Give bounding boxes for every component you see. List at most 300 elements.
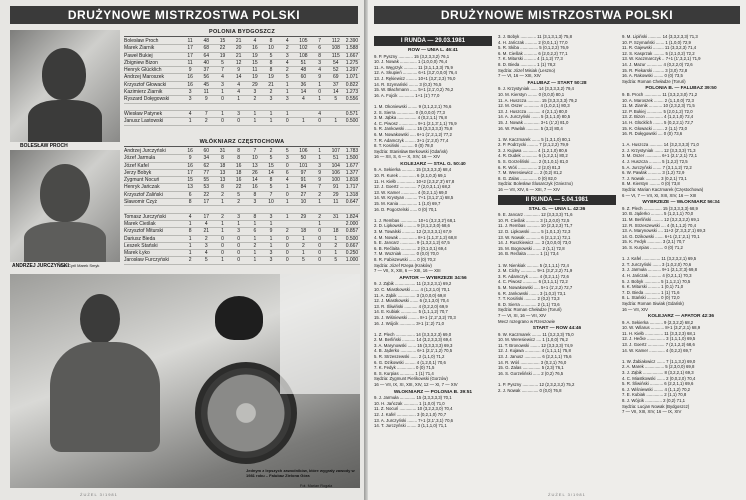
stat-cell: 1 [285, 213, 289, 220]
stat-cell: 0.556 [345, 96, 359, 103]
stat-cell: 51 [333, 155, 339, 162]
stat-cell: 1.377 [345, 169, 359, 176]
result-line: 16. S. Gorzeliński ...... 2 (0,2) 76,5 [498, 370, 564, 376]
result-line: 6. M. Cieślak ........... 6 (2,0,2,2) 77,1 [498, 50, 568, 56]
result-line: 7 — VII, X, XIII, 6 — XIII, 16 — XIII [374, 268, 441, 274]
stat-cell [279, 104, 295, 110]
stat-cell: 1 [285, 184, 289, 191]
rider-name: Paweł Bukiej [124, 52, 153, 59]
result-line: 9. P. Pyszny ............ 15 (3,2,3,3,2) 76,1 [374, 53, 450, 59]
stat-cell: 1 [269, 118, 273, 125]
stat-cell [279, 206, 295, 212]
stat-cell: 2 [188, 257, 192, 264]
result-line: 9. B. Proch .............. 11 (3,3,2,3,0) 71,2 [622, 91, 698, 97]
result-line: 7. K. Miturski .......... 4 (1,1,2) 77,3 [498, 56, 563, 62]
result-line: 7 — VI, XI, 16 — VII, XIV [498, 312, 547, 318]
result-line: 4. C. Piwosz ............ 6 (3,1,1,1) 72,2 [498, 279, 568, 285]
stat-cell: 1 [188, 250, 192, 257]
result-line: 2. J. Krzystyniak ....... 12 (3,3,3,3) 71,3 [622, 147, 696, 153]
match-heading: APATOR — WYBRZEŻE 34:56 [399, 275, 467, 281]
stat-cell: 37 [203, 67, 210, 74]
result-line: 8. D. Sierra ............. 2 (1,1) 73,6 [498, 301, 560, 307]
stat-cell: 1 [188, 235, 192, 242]
stat-cell: 10 [252, 155, 258, 162]
stat-cell: 8 [269, 177, 273, 184]
page-header-left: DRUŻYNOWE MISTRZOSTWA POLSKI [10, 6, 358, 24]
result-line: 15. J. Nowak ............. 3+1 (1',2) 81,0 [498, 119, 569, 125]
team-name: WŁÓKNIARZ CZĘSTOCHOWA [124, 138, 360, 147]
stat-cell: 4 [302, 96, 305, 103]
table-row [124, 243, 360, 250]
stat-cell: 1 [318, 96, 321, 103]
stat-cell: 6 [318, 45, 321, 52]
table-row [124, 82, 360, 89]
stat-cell [231, 206, 247, 212]
stat-cell [328, 111, 344, 117]
result-line: 8. S. Kurpias ............ 1 (1) 71,4 [374, 370, 434, 376]
rider-photo-large [10, 274, 360, 488]
table-row [124, 111, 360, 118]
stat-cell: 84 [300, 184, 307, 191]
result-line: 16. R. Dołęgowski .... 0 (0) 73,6 [622, 131, 683, 137]
stat-cell: 2 [237, 199, 241, 206]
result-line: 13. W. Kaczmarczyk .. 7+1 (1',3,2,1) 71,9 [622, 56, 701, 62]
stat-cell: 4 [237, 81, 241, 88]
stat-cell: 0.500 [345, 118, 359, 125]
stat-cell: 3 [318, 162, 321, 169]
stat-cell: 11 [187, 38, 193, 44]
stat-cell: 1.273 [345, 89, 359, 96]
stat-cell: 3 [269, 213, 273, 220]
match-heading: ROW — UNIA L. 46:41 [408, 48, 458, 53]
stat-cell: 15 [252, 59, 258, 66]
stat-cell: 1 [237, 96, 241, 103]
table-row [124, 53, 360, 60]
result-line: 15. M. Kania ............... 1 (1,0) 69,7 [374, 201, 441, 207]
stat-cell: 16 [252, 45, 258, 52]
result-line: 11. Z. Nocuń .............. 10 (3,2,2,3,0) 70,4 [374, 406, 453, 412]
rider-name: Jerzy Bobyk [124, 169, 152, 176]
result-line: 1. J. Kafel ............... 11 (3,2,3,2,1) 69,5 [622, 256, 697, 262]
table-row [124, 163, 360, 170]
result-line: 14. W. Kamer ............. 4 (0,2,2) 69,7 [622, 347, 692, 353]
result-line: 5. S. Gorzeliński ...... 2 (0,1,0,1) 81,0 [498, 159, 568, 165]
stat-cell: 21 [268, 81, 274, 88]
stat-cell: 56 [203, 74, 210, 81]
stat-cell: 45 [203, 81, 210, 88]
result-line: 12. P. Bukiej ............. 5 (2,0,1,2) 72,0 [622, 108, 693, 114]
result-line: 7. M. Wozniak ........... 0 (0,0) 70,0 [374, 251, 439, 257]
result-line: 2. J. Nowak .............. 0 (0,0) 76,8 [498, 387, 562, 393]
stat-cell: 3 [237, 110, 241, 117]
result-line: 3. M. Jąbka ................ 4 (0,2,1,1) 76,8 [374, 115, 447, 121]
stat-cell: 14 [300, 89, 307, 96]
stats-table-wlokniarz [124, 138, 360, 265]
stat-cell: 10 [300, 199, 307, 206]
result-line: 8. M. Kierstyn ......... 0 (0) 73,8 [622, 181, 680, 187]
stat-cell: 1 [318, 199, 321, 206]
stat-cell: 0.500 [345, 235, 359, 242]
stat-cell: 5 [285, 74, 289, 81]
page-header-right: DRUŻYNOWE MISTRZOSTWA POLSKI [374, 6, 740, 24]
result-line: 3. J. Bobyk ............. 11 (3,1,3,1,3) 75,8 [498, 34, 572, 39]
rider-name: Krzysztof Żaliński [124, 191, 163, 198]
stat-cell: 8 [237, 148, 241, 154]
result-line: 9. A. Sekierka ........... 9 (2,3,2,2) 68,2 [622, 319, 694, 325]
stat-cell: 48 [300, 67, 307, 74]
result-line: 14. A. Jurczyński ....... 5 (3,1,1,0) 80,5 [498, 114, 571, 120]
rider-name: Andrzej Jurczyński [124, 148, 166, 154]
stat-cell: 15 [268, 162, 274, 169]
result-line: 10. C. Miastkowski ....... 4 (1,2,1,0) 70,1 [374, 286, 450, 292]
table-row [124, 257, 360, 264]
result-line: 6. M. Nowakowski ..... 6+1 (1',2,1,2) 77,2 [374, 131, 452, 137]
stat-cell: 31 [333, 213, 339, 220]
stat-cell: 1 [318, 81, 321, 88]
stat-cell: 17 [203, 199, 210, 206]
stat-cell: 11 [333, 199, 339, 206]
stat-cell: 60 [203, 148, 210, 154]
stat-cell: 0 [221, 235, 224, 242]
stat-cell: 2 [269, 148, 273, 154]
stat-cell: 1 [221, 199, 224, 206]
stat-cell: 1 [221, 220, 224, 227]
stat-cell: 4 [188, 213, 192, 220]
result-line: 9. A. Sekierka ........... 15 (3,3,3,3,3) 68,4 [374, 167, 452, 173]
result-line: 9. W. Kaczmarek ........ 11 (3,2,3,3) 75,0 [498, 331, 574, 337]
result-line: 9. M. Lipiński ........... 14 (3,3,2,3,3) 71,3 [622, 34, 698, 39]
stat-cell: 3 [269, 250, 273, 257]
stat-cell: 107 [331, 148, 340, 154]
result-line: 11. H. Kiełb ............... 10+2 (2,3,2',3') 67,8 [374, 178, 455, 184]
stat-cell: 5 [221, 59, 224, 66]
table-row [124, 104, 360, 111]
stat-cell: 5 [204, 257, 208, 264]
stat-cell: 13 [252, 162, 258, 169]
stat-cell: 0 [237, 118, 241, 125]
result-line: 15. M. Bognowski ....... 2 (1,1) 72,8 [498, 245, 565, 251]
rider-name: Marek Łyko [124, 250, 150, 257]
stat-cell: 3 [221, 81, 224, 88]
result-line: 1. W. Kaczmarek ....... 5 (1,3,1,0) 80,1 [498, 136, 571, 142]
stat-cell: 69 [333, 74, 339, 81]
stat-cell: 0.571 [345, 110, 359, 117]
stat-cell [247, 104, 263, 110]
stat-cell: 40 [203, 59, 210, 66]
stat-cell: 19 [252, 52, 258, 59]
result-line: 13. A. Marynowski .... 11+2 (2',3,3,2',1) 69,3 [622, 228, 706, 234]
rider-name: Henryk Glücklich [124, 67, 162, 74]
stat-cell: 1.783 [345, 148, 359, 154]
match-heading: KOLEJARZ — APATOR 42:36 [647, 314, 715, 320]
stat-cell: 0 [318, 89, 321, 96]
result-line: 10. P. Szymański ....... 1 (1,0,0) 72,9 [622, 39, 691, 45]
result-line: 5. R. Strzeszewski ...... 2 (1,1,0) 71,2 [374, 354, 445, 360]
rider-name: Zygmunt Nocuń [124, 177, 160, 184]
stat-cell: 0 [318, 257, 321, 264]
stat-cell: 48 [203, 38, 210, 44]
stat-cell: 9 [318, 169, 321, 176]
table-row [124, 60, 360, 67]
stat-cell: 3 [253, 89, 257, 96]
rider-name: Józef Jarmuła [124, 155, 156, 162]
photo1-caption: BOLESŁAW PROCH [20, 143, 68, 149]
stat-cell [182, 104, 198, 110]
stat-cell: 97 [300, 169, 307, 176]
stat-cell: 1.297 [345, 67, 359, 74]
stat-cell: 26 [252, 169, 258, 176]
result-line: 10. B. Jąderko .......... 5 (1,2,1,1) 70,0 [622, 211, 694, 217]
stat-cell: 4 [253, 38, 257, 44]
result-line: 16 — VII, XIV [622, 306, 649, 312]
result-line: 14. R. Wóś ................ 3 (0,2,1) 76,0 [498, 359, 567, 365]
stat-cell: 1 [285, 89, 289, 96]
stat-cell: 18 [219, 162, 226, 169]
rider-name: Janusz Lastowski [124, 118, 164, 125]
result-line: 5. R. Jankowski ......... 15 (3,3,3,3,3) 75,8 [374, 126, 453, 132]
result-line: Sędzia: Józef Misiak (Leszno) [498, 67, 556, 73]
stat-cell: 3 [285, 155, 289, 162]
stat-cell: 29 [333, 191, 339, 198]
stat-cell: 1.071 [345, 74, 359, 81]
match-heading: STAL G. — UNIA L. 42:36 [528, 206, 586, 212]
result-line: 12. J. Goertz .............. 7 (2,0,3,1,1) 68,2 [374, 184, 451, 190]
table-row [124, 45, 360, 52]
stat-cell: 1 [253, 250, 257, 257]
stat-cell [198, 104, 214, 110]
stat-cell: 77 [203, 169, 210, 176]
photo2-credit: Fot. Cyril Marek Smyk [60, 263, 100, 268]
stat-cell: 16 [187, 162, 193, 169]
result-line: 13. J. Goertz .............. 7 (2,1,2,2) 68,6 [622, 342, 695, 348]
stat-cell [231, 104, 247, 110]
stat-cell: 6 [253, 228, 257, 235]
table-row [124, 206, 360, 213]
stat-cell: 14 [268, 169, 274, 176]
result-line: 9. J. Jarmuła ............. 15 (3,3,3,3,3) 70,1 [374, 395, 452, 401]
stat-cell: 0 [221, 118, 224, 125]
stat-cell: 1 [253, 110, 257, 117]
rider-name: Dariusz Bieda [124, 235, 156, 242]
result-line: 14. W. Krystyan .......... 7+1 (3,1,2',1) 68,5 [374, 195, 454, 201]
stat-cell: 36 [300, 81, 307, 88]
stat-cell: 8 [188, 199, 192, 206]
stat-cell: 9 [204, 96, 208, 103]
portrait-photo-2 [10, 150, 120, 262]
stat-cell: 6 [285, 169, 289, 176]
result-line: 13. J. Huszcza ........... 4 (2,1,1) 80,0 [498, 108, 568, 114]
stat-cell: 1.275 [345, 59, 359, 66]
stat-cell: 3 [318, 59, 321, 66]
stat-cell: 112 [331, 38, 340, 44]
stat-cell: 3 [237, 213, 241, 220]
result-line: Sędzia: Roman Siwiak (Gdańsk) [622, 300, 684, 306]
stat-cell: 1 [188, 220, 192, 227]
result-line: 12. J. Kafel ................ 3 (0,2,1,0) 70,7 [374, 412, 447, 417]
stat-cell: 105 [299, 38, 308, 44]
result-line: 15. K. Fedyk ............ 3 (2,1) 70,7 [622, 239, 685, 245]
result-line: 3. R. Adamczyk ........ 4 (0,2,1,1) 72,6 [498, 273, 569, 279]
stat-cell: 3 [237, 228, 241, 235]
stat-cell: 8 [253, 213, 257, 220]
stat-cell [328, 221, 344, 227]
stat-cell: 34 [203, 155, 210, 162]
stat-cell: 3 [204, 242, 208, 249]
footer-left: ŻUŻEL 3/1981 [80, 492, 118, 497]
stat-cell: 2 [253, 242, 257, 249]
stat-cell: 2 [334, 242, 338, 249]
rider-name: Krzysztof Głowacki [124, 81, 167, 88]
result-line: 10. M. Kierstyn ........ 0 (0,0,0) 80,1 [498, 91, 565, 97]
result-line: 14. T. Jurczyński ........ 3 (1,1,1,0) 71,1 [374, 423, 447, 429]
stat-cell [295, 111, 311, 117]
stat-cell: 2 [285, 67, 289, 74]
result-line: 7 — VI, 16 — XIII, XIV [498, 73, 541, 79]
stat-cell: 106 [299, 148, 308, 154]
result-line: 16. S. Kurpias ........... 0 (0) 71,2 [622, 244, 683, 250]
stat-cell: 7 [204, 110, 208, 117]
result-line: 8. T. Kosiński ........... 0 (0) 78,0 [374, 143, 434, 149]
stat-cell: 8 [269, 67, 273, 74]
table-row [124, 228, 360, 235]
result-line: 8. R. Fabiszewski ...... 0 (0) 70,2 [374, 256, 436, 262]
result-line: 1. M. Okoniewski ........ 9 (3,1,2,2,1) 76,6 [374, 103, 452, 109]
round-banner: II RUNDA — 5.04.1981 [498, 195, 616, 205]
stat-cell: 52 [333, 67, 339, 74]
rider-name: Zbigniew Bizon [124, 59, 158, 66]
stat-cell: 1.818 [345, 177, 359, 184]
result-line: 6. K. Miturski .......... 1 (0,1) 71,0 [622, 284, 684, 290]
stat-cell: 3 [253, 199, 257, 206]
stat-cell: 22 [219, 45, 226, 52]
result-line: 16 — VII, XIV, 6 — XIII, 7 — XIV [498, 187, 560, 193]
stat-cell: 1 [221, 257, 224, 264]
result-line: 14. R. Szymański ........ 3 (0,3) 76,5 [374, 81, 442, 87]
stat-cell: 1 [188, 118, 192, 125]
table-row [124, 89, 360, 96]
result-line: 9. J. Ząbik ................. 11 (2,3,2,3,1) 69,2 [374, 281, 452, 287]
stat-cell: 62 [203, 162, 210, 169]
table-row [124, 184, 360, 191]
stat-cell: 1 [334, 235, 338, 242]
stat-cell: 19 [268, 74, 274, 81]
result-line: 9. E. Jancarz ............. 12 (3,3,3,3) 71,6 [498, 212, 573, 218]
stat-cell: 1.717 [345, 184, 359, 191]
result-line: 16. D. Pogorzelski ...... 0 (0) 70,1 [374, 206, 437, 212]
stat-cell: 2 [204, 118, 208, 125]
stat-cell: 2 [302, 242, 305, 249]
photo2-caption: ANDRZEJ JURCZYŃSKI [12, 263, 69, 269]
stat-cell [328, 206, 344, 212]
result-line: 2. A. Marek ................ 5 (2,3,0,0) 69,8 [622, 364, 695, 370]
stat-cell: 4 [188, 110, 192, 117]
result-line: 16 — VII, IX, XI, XIII, XIV, 12 — XI, 7 — XIV [374, 382, 458, 388]
result-line: 5. A. Jurczyński ....... 7 (3,1,1,2) 72,2 [622, 164, 692, 170]
stat-cell: 27 [300, 191, 307, 198]
stat-cell: 101 [299, 162, 308, 169]
result-line: 11. A. Węgrzyk ........... 11 (3,1,1,3,3) 75,9 [374, 64, 453, 70]
stat-cell: 4 [204, 220, 208, 227]
stat-cell: 1 [285, 81, 289, 88]
result-line: 11. M. Ziarnik ........... 10 (2,3,2,3) 71,5 [622, 103, 695, 109]
result-line: 7 — VII, XIII, XIV, 16 — IX, XIV [622, 409, 682, 415]
stat-cell [328, 104, 344, 110]
match-heading: WYBRZEŻE — WŁÓKNIARZ 56:34 [642, 200, 720, 206]
stat-cell: 104 [331, 162, 340, 169]
stat-cell: 2 [221, 191, 224, 198]
stat-cell [295, 104, 311, 110]
stat-cell: 4 [285, 59, 289, 66]
stat-cell: 1 [302, 118, 305, 125]
result-line: 15. J. Wiśniewski ......... 8+1 (1',2',3,2) 70,3 [374, 314, 456, 320]
stat-cell: 1.667 [345, 52, 359, 59]
result-line: 16. A. Rakowski ........ 0 (0) 73,5 [622, 73, 683, 79]
stat-cell: 4 [285, 177, 289, 184]
results-column-3 [622, 34, 740, 415]
stat-cell: 0 [221, 242, 224, 249]
stat-cell [344, 104, 360, 110]
match-heading: START — ROW 44:46 [532, 326, 582, 332]
stat-cell: 0.647 [345, 199, 359, 206]
results-column-2 [498, 34, 616, 393]
result-line: 4. H. Jańczak .......... 4 (0,2,1,1) 70,3 [622, 272, 692, 278]
result-line: 1. J. Rembas .............. 10+1 (3,2,3,2') 68,1 [374, 217, 456, 223]
rider-name: Tomasz Jurczyński [124, 213, 166, 220]
rider-name: Sławomir Czyż [124, 199, 158, 206]
stat-cell: 2 [285, 45, 289, 52]
result-line: Sędzia: Roman Cheładze (Toruń) [622, 78, 686, 84]
portrait-photo-1 [10, 30, 120, 142]
result-line: Sędzia: Lucjan Nowak (Bydgoszcz) [622, 403, 690, 409]
stat-cell: 91 [300, 177, 307, 184]
rider-name: Bolesław Proch [124, 38, 159, 44]
stat-cell: 0.822 [345, 81, 359, 88]
stat-cell: 37 [333, 81, 339, 88]
result-line: 6. R. Jankowski ........ 3 (1,0,2) 73,1 [498, 290, 566, 296]
stat-cell: 0 [285, 162, 289, 169]
rider-name: Marek Ziarnik [124, 45, 155, 52]
rider-name [124, 206, 182, 212]
result-line: 2. D. Lipkowski .......... 9 (3,1,2,3,0) 68,6 [374, 223, 450, 229]
result-line: Sędzia: Stanisław Berkowski (Gdańsk) [374, 148, 448, 154]
stat-cell: 9 [318, 177, 321, 184]
stat-cell: 0 [221, 96, 224, 103]
result-line: 12. J. Miastkowski ....... 6 (2,1,3,0) 70,4 [374, 298, 449, 304]
stat-cell: 102 [299, 45, 308, 52]
result-line: 15. G. Zalas ............... 5 (2,3) 76,1 [498, 365, 564, 371]
result-line: 3. M. Oszer ............. 6+1 (2,1',2,1) 72,1 [622, 153, 697, 159]
stat-cell: 3 [285, 52, 289, 59]
stat-cell: 64 [203, 52, 210, 59]
result-line: 10. A. Maroszek ........ 2 (1,1,0,0) 72,3 [622, 97, 694, 103]
result-line: 10. M. Weresiewicz .... 1 (1,0,0) 76,2 [498, 337, 568, 343]
stat-cell: 1 [334, 118, 338, 125]
stat-cell: 7 [269, 191, 273, 198]
table-row [124, 67, 360, 74]
table-row [124, 38, 360, 45]
result-line: 2. M. Cichy ............. 9+1 (3,2',2,2) 71,9 [498, 268, 573, 274]
result-line: 11. T. Bronowski ........ 12 (3,3,3,3) 74,9 [498, 342, 573, 348]
result-line: 3. M. Towalski ........... 12 (2,3,3,3,1) 67,9 [374, 229, 452, 234]
result-line: 11. H. Kiełb ............... 11 (3,3,2,3) 68,1 [622, 330, 696, 336]
stat-cell: 1 [318, 220, 321, 227]
stat-cell: 1 [253, 118, 257, 125]
stat-cell: 0 [318, 242, 321, 249]
result-line: 11. A. Huszcza ........... 15 (3,3,3,3,3) 79,2 [498, 97, 577, 103]
stat-cell: 16 [187, 74, 193, 81]
stat-cell [182, 206, 198, 212]
rider-name: Wiesław Patynek [124, 110, 163, 117]
